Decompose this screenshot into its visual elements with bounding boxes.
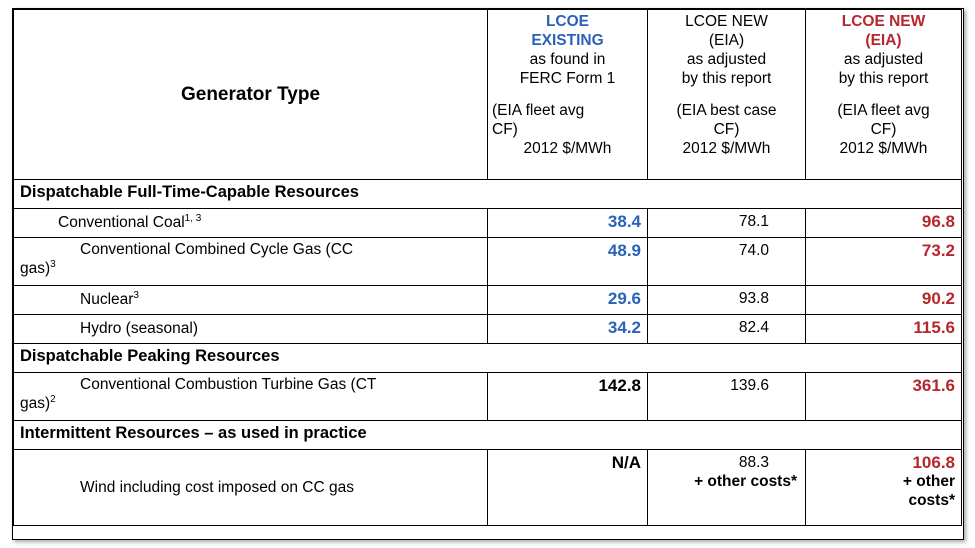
- ct-gas-existing: 142.8: [488, 373, 648, 421]
- existing-desc-1: as found in: [529, 51, 606, 68]
- header-row: [14, 10, 962, 180]
- generator-type-header: Generator Type: [14, 10, 488, 180]
- row-label-ct-gas: Conventional Combustion Turbine Gas (CT gas)$^2$: [14, 373, 488, 421]
- hydro-new-best: 82.4: [648, 315, 806, 344]
- new-fleet-basis-1: (EIA fleet avg: [837, 102, 930, 119]
- section-row: [14, 421, 962, 450]
- nuclear-new-best: 93.8: [648, 286, 806, 315]
- wind-new-fleet-value: 106.8: [912, 453, 955, 472]
- existing-title-1: LCOE: [545, 13, 590, 30]
- existing-title-2: EXISTING: [531, 32, 604, 49]
- section-intermittent: Intermittent Resources – as used in practice: [14, 421, 962, 450]
- row-label-hydro: Hydro (seasonal): [14, 315, 488, 344]
- coal-new-best: 78.1: [648, 209, 806, 238]
- cc-gas-new-fleet: 73.2: [806, 238, 962, 286]
- wind-existing: N/A: [488, 450, 648, 526]
- wind-new-fleet-note-1: + other: [902, 473, 955, 490]
- coal-existing: 38.4: [488, 209, 648, 238]
- lcoe-table-frame: [12, 8, 964, 540]
- existing-basis-1: (EIA fleet avg: [492, 102, 585, 119]
- lcoe-new-fleet-header: [806, 10, 962, 180]
- hydro-new-fleet: 115.6: [806, 315, 962, 344]
- nuclear-existing: 29.6: [488, 286, 648, 315]
- section-row: [14, 344, 962, 373]
- new-best-desc-1: as adjusted: [686, 51, 767, 68]
- row-label-coal: Conventional Coal$^{1, 3}$: [14, 209, 488, 238]
- new-best-title-2: (EIA): [708, 32, 745, 49]
- wind-new-fleet: [806, 450, 962, 526]
- table-row-nuclear: [14, 286, 962, 315]
- table-row-cc-gas: [14, 238, 962, 286]
- new-fleet-desc-1: as adjusted: [843, 51, 924, 68]
- coal-new-fleet: 96.8: [806, 209, 962, 238]
- table-row-coal: [14, 209, 962, 238]
- nuclear-new-fleet: 90.2: [806, 286, 962, 315]
- wind-new-best-note: + other costs*: [694, 473, 797, 490]
- ct-gas-new-fleet: 361.6: [806, 373, 962, 421]
- new-best-basis-1: (EIA best case: [676, 102, 777, 119]
- new-best-basis-2: CF): [713, 121, 740, 138]
- table-row-wind: [14, 450, 962, 526]
- section-row: [14, 180, 962, 209]
- existing-desc-2: FERC Form 1: [519, 70, 616, 87]
- new-fleet-title-2: (EIA): [865, 32, 902, 49]
- new-best-units: 2012 $/MWh: [682, 140, 771, 157]
- hydro-existing: 34.2: [488, 315, 648, 344]
- table-row-ct-gas: [14, 373, 962, 421]
- wind-new-fleet-note-2: costs*: [908, 492, 955, 509]
- cc-gas-existing: 48.9: [488, 238, 648, 286]
- ct-gas-new-best: 139.6: [648, 373, 806, 421]
- new-best-title-1: LCOE NEW: [685, 13, 768, 30]
- row-label-wind: Wind including cost imposed on CC gas: [14, 450, 488, 526]
- existing-basis-2: CF): [492, 121, 518, 138]
- new-fleet-desc-2: by this report: [838, 70, 929, 87]
- section-dispatchable-full: Dispatchable Full-Time-Capable Resources: [14, 180, 962, 209]
- new-best-desc-2: by this report: [681, 70, 772, 87]
- new-fleet-title-1: LCOE NEW: [841, 13, 926, 30]
- section-dispatchable-peaking: Dispatchable Peaking Resources: [14, 344, 962, 373]
- wind-new-best-value: 88.3: [738, 454, 769, 471]
- cc-gas-new-best: 74.0: [648, 238, 806, 286]
- lcoe-new-best-header: [648, 10, 806, 180]
- row-label-cc-gas: Conventional Combined Cycle Gas (CC gas)$^3$: [14, 238, 488, 286]
- table-row-hydro: [14, 315, 962, 344]
- existing-units: 2012 $/MWh: [523, 140, 612, 157]
- new-fleet-units: 2012 $/MWh: [839, 140, 928, 157]
- lcoe-comparison-table: [13, 9, 962, 526]
- wind-new-best: [648, 450, 806, 526]
- new-fleet-basis-2: CF): [870, 121, 897, 138]
- lcoe-existing-header: [488, 10, 648, 180]
- row-label-nuclear: Nuclear$^3$: [14, 286, 488, 315]
